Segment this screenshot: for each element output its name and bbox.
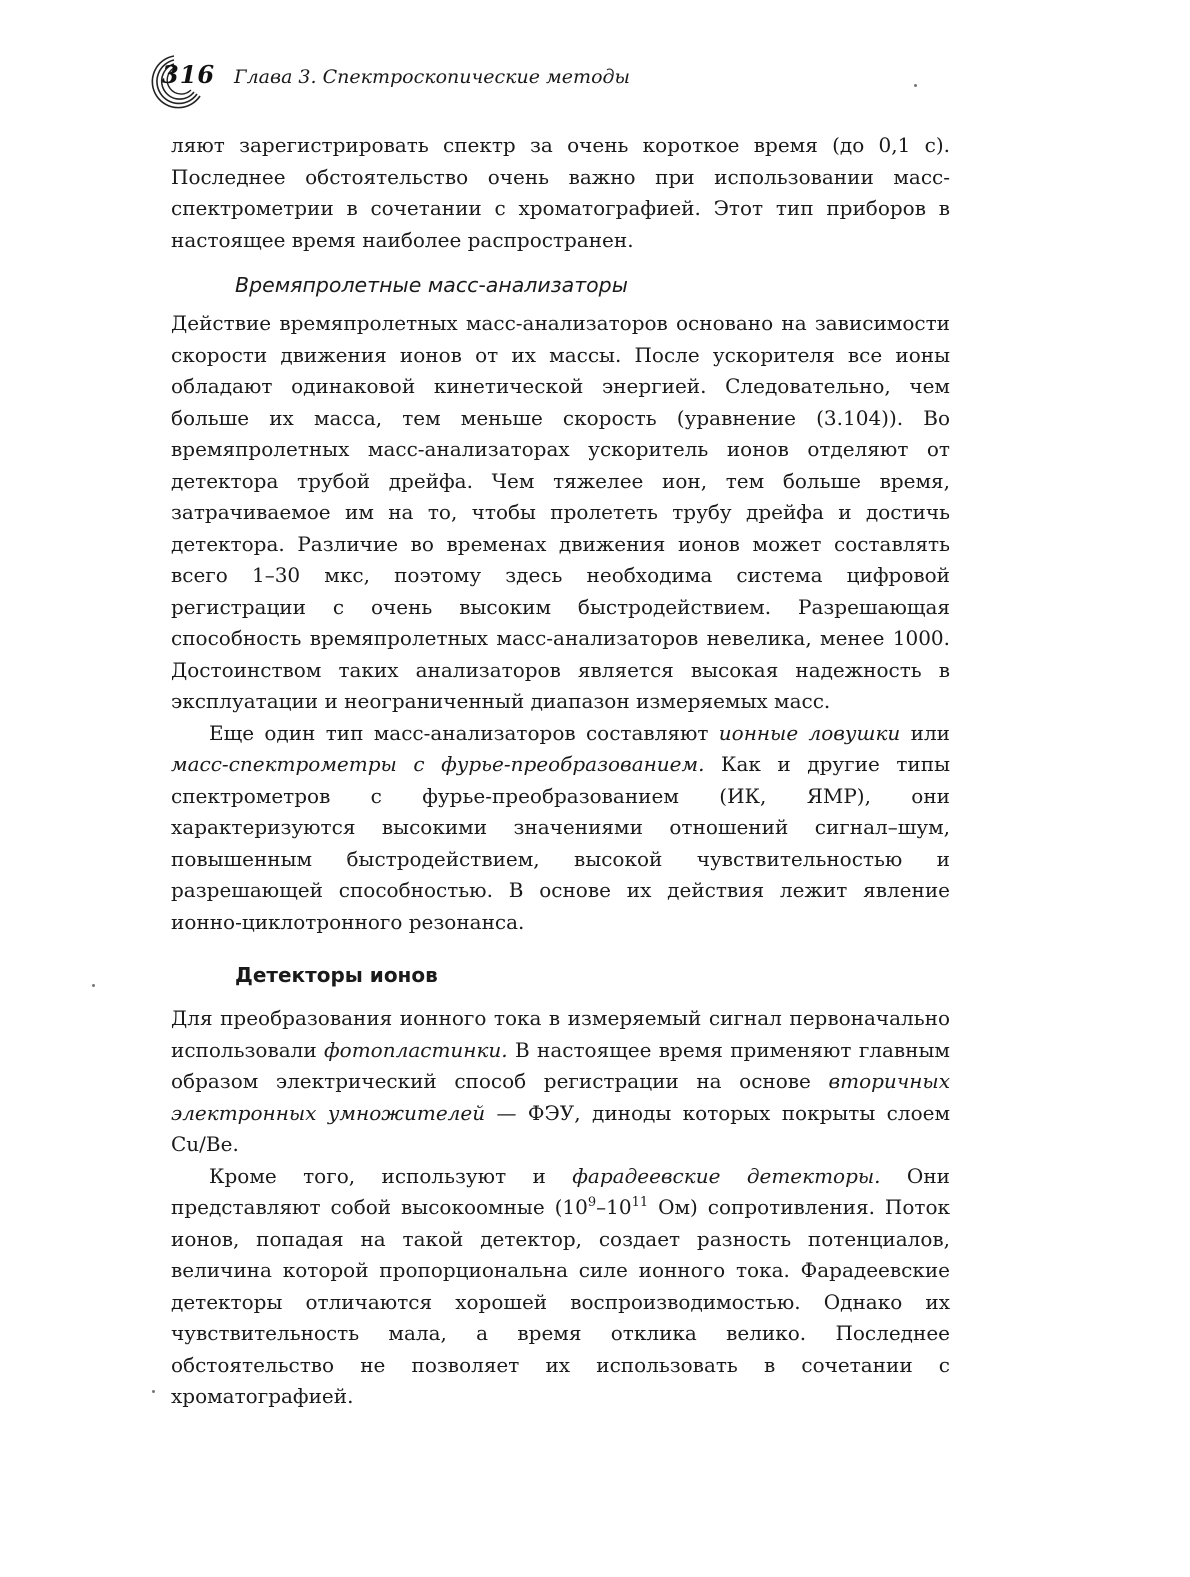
subheading-ion-detectors: Детекторы ионов (235, 963, 438, 987)
scan-speck (152, 1390, 155, 1393)
subheading-tof-analyzers: Времяпролетные масс-анализаторы (235, 273, 628, 297)
text-run: –10 (596, 1195, 632, 1219)
paragraph-ion-traps (171, 718, 950, 939)
text-run: В настоящее время применяют главным образом электрический способ регистрации на основе (171, 1037, 950, 1093)
term-ft-ms: масс-спектрометры с фурье-преобразованием. (171, 752, 705, 776)
exponent: 11 (631, 1195, 649, 1210)
text-run: Ом) сопротивления. Поток ионов, попадая на такой детектор, создает разность потенциалов, величина которой пропорциональна силе ионного тока. Фарадеевские детекторы отличаются хорошей воспроизводимостью. Однако их чувствительность мала, а время отклика велико. Последнее обстоятельство не позволяет их использовать в сочетании с хроматографией. (171, 1195, 950, 1408)
text-column (171, 130, 950, 1413)
page-number: 316 (162, 60, 216, 89)
page-number-ornament (144, 52, 216, 112)
text-run: или (900, 720, 950, 745)
paragraph-tof: Действие времяпролетных масс-анализаторов основано на зависимости скорости движения ионов от их массы. После ускорителя все ионы обладают одинаковой кинетической энергией. Следовательно, чем больше их масса, тем меньше скорость (уравнение (3.104)). Во времяпролетных масс-анализаторах ускоритель ионов отделяют от детектора трубой дрейфа. Чем тяжелее ион, тем больше время, затрачиваемое им на то, чтобы пролететь трубу дрейфа и достичь детектора. Различие во временах движения ионов может составлять всего 1–30 мкс, поэтому здесь необходима система цифровой регистрации с очень высоким быстродействием. Разрешающая способность времяпролетных масс-анализаторов невелика, менее 1000. Достоинством таких анализаторов является высокая надежность в эксплуатации и неограниченный диапазон измеряемых масс. (171, 311, 950, 713)
paragraph-faraday (171, 1161, 950, 1413)
text-run: Кроме того, используют и (209, 1163, 573, 1188)
text-run: — ФЭУ, диноды которых покрыты слоем Cu/Be. (171, 1100, 951, 1156)
paragraph-detectors (171, 1003, 950, 1161)
text-run: Еще один тип масс-анализаторов составляют (209, 720, 719, 745)
scan-speck (914, 84, 917, 87)
text-run: Они представляют собой высокоомные (10 (171, 1163, 950, 1219)
paragraph-continuation: ляют зарегистрировать спектр за очень короткое время (до 0,1 с). Последнее обстоятельство очень важно при использовании масс-спектрометрии в сочетании с хроматографией. Этот тип приборов в настоящее время наиболее распространен. (171, 133, 950, 252)
text-run: Как и другие типы спектрометров с фурье-преобразованием (ИК, ЯМР), они характеризуются высокими значениями отношений сигнал–шум, повышенным быстродействием, высокой чувствительностью и разрешающей способностью. В основе их действия лежит явление ионно-циклотронного резонанса. (171, 752, 951, 934)
chapter-title: Глава 3. Спектроскопические методы (234, 66, 631, 88)
scan-speck (92, 984, 95, 987)
running-header (144, 52, 964, 112)
text-run: Для преобразования ионного тока в измеряемый сигнал первоначально использовали (171, 1006, 950, 1062)
term-photoplates: фотопластинки. (324, 1037, 508, 1062)
term-faraday-detectors: фарадеевские детекторы. (572, 1163, 881, 1188)
exponent: 9 (587, 1195, 597, 1210)
term-ion-traps: ионные ловушки (718, 720, 901, 745)
term-electron-multipliers: вторичных электронных умножителей (171, 1069, 950, 1125)
